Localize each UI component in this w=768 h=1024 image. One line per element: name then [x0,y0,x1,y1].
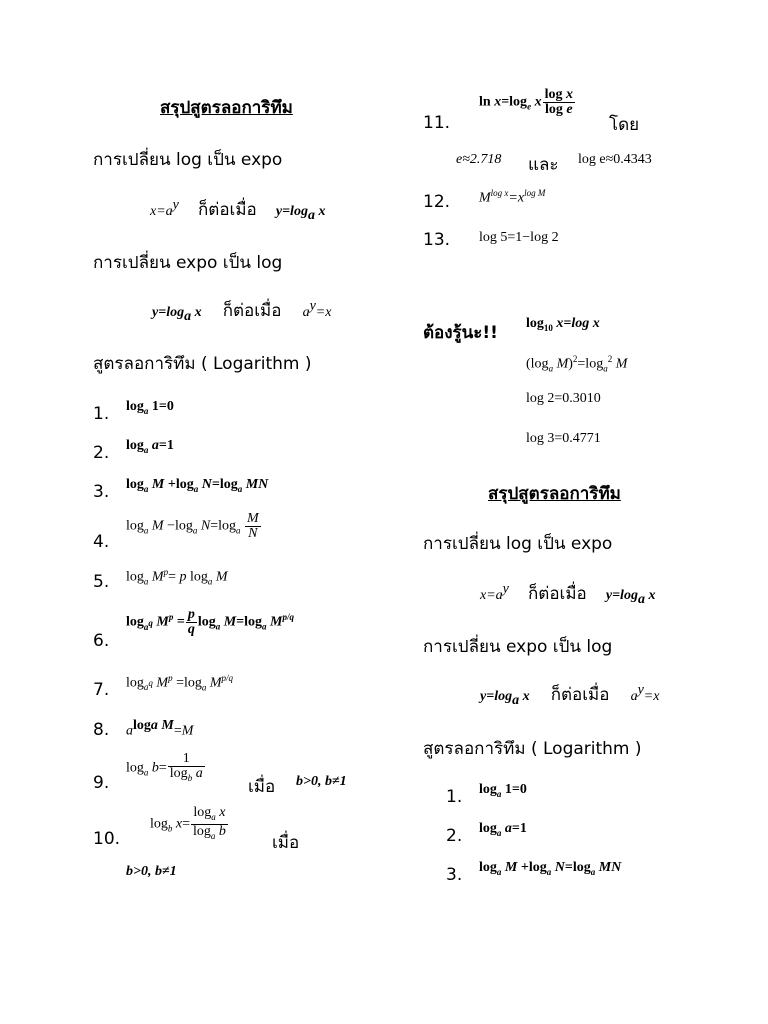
item-number-5: 5. [93,572,110,592]
formula-5: $\log_a M^p= p$ $\log_a M$ [126,567,228,587]
right-heading-expo-to-log: การเปลี่ยน expo เป็น log [423,637,613,657]
item-number-7: 7. [93,680,110,700]
formula-3: $\log_a M +\log_a$ $N=\log_a$ MN [126,477,269,494]
formula-10-condition: b>0, b≠1 [126,864,177,879]
formula-11-by: โดย [609,115,640,135]
item-number-3: 3. [93,482,110,502]
item-number-4: 4. [93,532,110,552]
item-number-13: 13. [423,230,451,250]
formula-1: $\log_a 1=0$ [126,399,174,416]
right-conversion-2: $y=\log_a$ x ก็ต่อเมื่อ $a^y=x$ [480,682,660,709]
right-formula-2: $\log_a a=1$ [479,821,527,838]
must-know-3: log 2=0.3010 [526,391,601,406]
left-heading-expo-to-log: การเปลี่ยน expo เป็น log [93,253,283,273]
left-heading-formula: สูตรลอการิทึม ( Logarithm ) [93,354,312,374]
item-number-8: 8. [93,720,110,740]
left-heading-log-to-expo: การเปลี่ยน log เป็น expo [93,150,283,170]
must-know-4: log 3=0.4771 [526,431,601,446]
formula-9: $\log_a b=$ $\frac{1}{\log_b a}$ [126,751,203,783]
e-value: e≈2.718 [456,152,502,167]
right-heading-log-to-expo: การเปลี่ยน log เป็น expo [423,534,613,554]
left-conversion-1: $x=a^y$ ก็ต่อเมื่อ $y=\log_a$ x [150,197,326,224]
right-conversion-1: $x=a^y$ ก็ต่อเมื่อ $y=\log_a$ x [480,581,656,608]
left-conversion-2: $y=\log_a$ x ก็ต่อเมื่อ $a^y=x$ [152,298,332,325]
formula-9-when: เมื่อ [248,777,276,797]
formula-9-condition: b>0, b≠1 [296,774,347,789]
item-number-1: 1. [93,404,110,424]
right-title: สรุปสูตรลอการิทึม [488,484,621,504]
item-number-2: 2. [93,443,110,463]
right-formula-3: $\log_a M +\log_a$ $N=\log_a$ MN [479,860,622,877]
formula-2: $\log_a a=1$ [126,438,174,455]
loge-value: log e≈0.4343 [578,152,652,167]
and-label: และ [528,155,559,175]
formula-10-when: เมื่อ [272,833,300,853]
right-item-number-3: 3. [446,865,463,885]
formula-13: log 5=1−log 2 [479,230,559,245]
item-number-11: 11. [423,113,451,133]
item-number-10: 10. [93,829,121,849]
item-number-12: 12. [423,192,451,212]
must-know-1: $\log_{10} x=\log$ x [526,316,600,333]
item-number-9: 9. [93,773,110,793]
formula-10: $\log_b x=$ $\frac{\log_a x}{\log_a b}$ [150,805,226,841]
must-know-heading: ต้องรู้นะ!! [423,323,498,343]
left-title: สรุปสูตรลอการิทึม [160,98,293,118]
item-number-6: 6. [93,631,110,651]
formula-12: $M^{log x}=x^{log M}$ [479,188,546,206]
right-formula-1: $\log_a 1=0$ [479,782,527,799]
formula-4: $\log_a M -\log_a$ $N=\log_a$ $\frac{M}{N}$ [126,511,259,541]
right-item-number-2: 2. [446,826,463,846]
formula-7: $\log_{a^q} M^p =\log_a$ $M^{p/q}$ [126,673,234,693]
right-item-number-1: 1. [446,787,463,807]
formula-6: $\log_{a^q} M^p$ = $\frac{p}{q}$ $\log_a M=\log_a$ $M^{p/q}$ [126,607,295,637]
must-know-2: ($\log_a$ $M)^2=\log_a^2$ M [526,354,628,374]
right-heading-formula: สูตรลอการิทึม ( Logarithm ) [423,739,642,759]
formula-8: $a^{loga M}=M$ [126,718,194,739]
formula-11: $\ln x=\log_e$ x $\frac{\text{log x}}{\text{log e}}$ [479,87,573,117]
